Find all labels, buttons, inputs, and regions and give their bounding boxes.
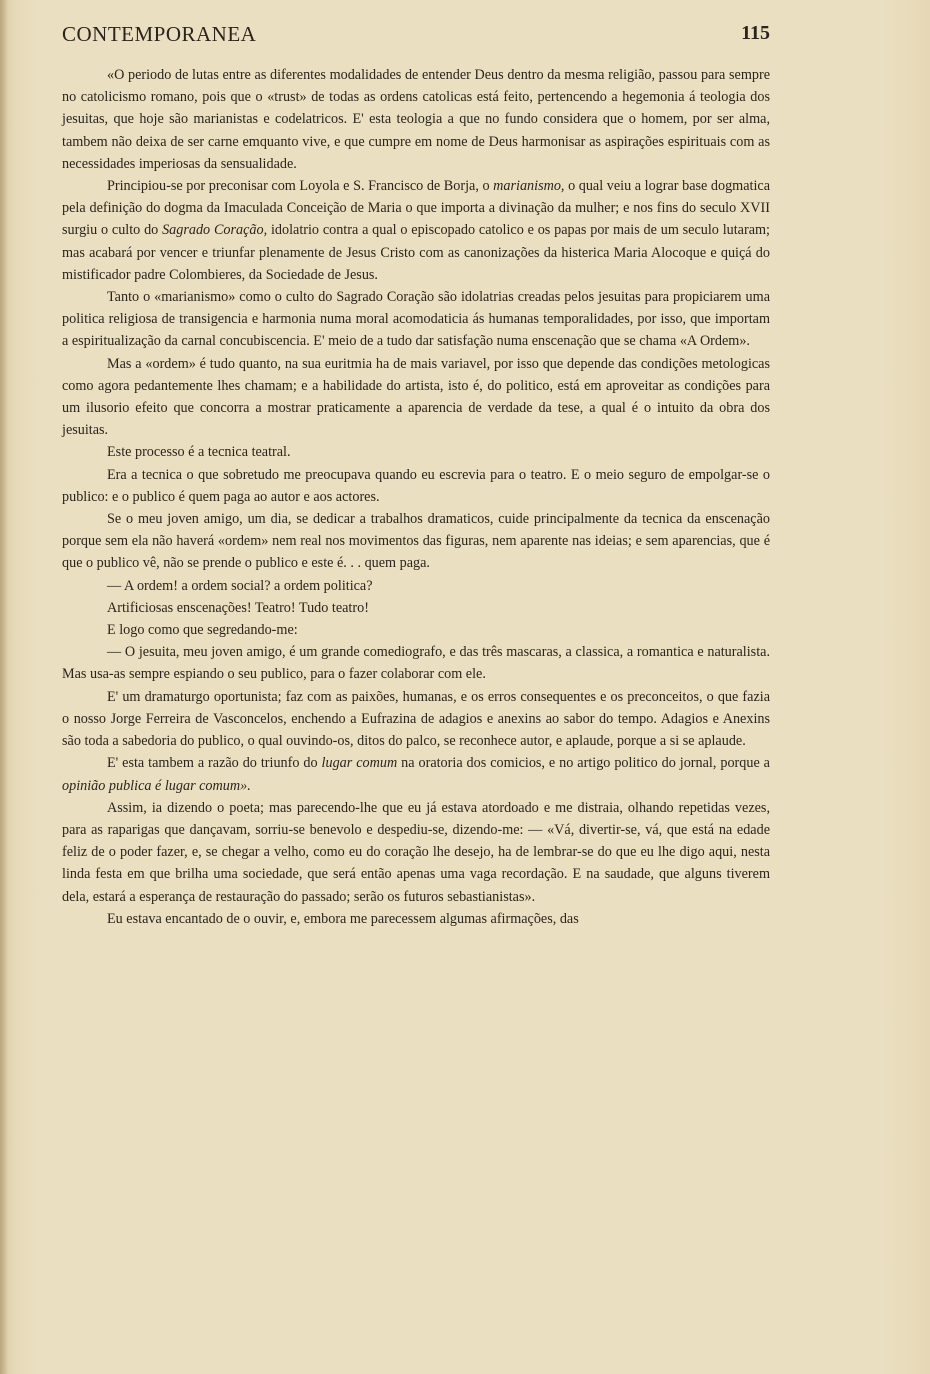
text-run: Assim, ia dizendo o poeta; mas parecendo-lhe que eu já estava atordoado e me distraia, olhando repetidas vezes, para as raparigas que dançavam, sorriu-se benevolo e despediu-se, dizendo-me: — «Vá, divertir-se, vá, que está na edade feliz de o poder fazer, e, se chegar a velho, como eu do coração lhe desejo, ha de lembrar-se do que eu lhe digo aqui, nesta linda festa em que brilha uma sociedade, que será então apenas uma vaga recordação. E na saudade, que alguns tiverem dela, estará a esperança de restauração do passado; serão os futuros sebastianistas».	[62, 799, 770, 905]
text-run: Eu estava encantado de o ouvir, e, embora me parecessem algumas afirmações, das	[107, 910, 579, 927]
text-run: E logo como que segredando-me:	[107, 622, 298, 639]
page-header	[62, 22, 770, 52]
paragraph	[62, 686, 770, 753]
text-run: Principiou-se por preconisar com Loyola e S. Francisco de Borja, o	[107, 178, 494, 195]
paragraph	[62, 908, 770, 930]
paragraph	[62, 175, 770, 286]
text-run: Se o meu joven amigo, um dia, se dedicar a trabalhos dramaticos, cuide principalmente da tecnica da enscenação porque sem ela não haverá «ordem» nem real nos movimentos das figuras, nem aparente nas ideias; e sem aparencias, que é que o publico vê, não se prende o publico e este é. . . quem paga.	[62, 511, 770, 572]
running-title: CONTEMPORANEA	[62, 22, 257, 46]
body-text	[62, 64, 770, 930]
italic-run: Sagrado Coração,	[162, 222, 268, 239]
paragraph	[62, 597, 770, 619]
text-run: Mas a «ordem» é tudo quanto, na sua euritmia ha de mais variavel, por isso que depende das condições metologicas como agora pedantemente lhes chamam; e a habilidade do artista, isto é, do politico, está em aproveitar as condições para um ilusorio efeito que concorra a mostrar praticamente a aparencia de verdade da tese, a qual é o intuito da obra dos jesuitas.	[62, 355, 770, 439]
text-run: Artificiosas enscenações! Teatro! Tudo teatro!	[107, 599, 369, 616]
paragraph	[62, 286, 770, 353]
paragraph	[62, 64, 770, 175]
text-run: E' um dramaturgo oportunista; faz com as paixões, humanas, e os erros consequentes e os preconceitos, o que fazia o nosso Jorge Ferreira de Vasconcelos, enchendo a Eufrazina de adagios e anexins ao sabor do tempo. Adagios e Anexins são toda a sabedoria do publico, o qual ouvindo-os, ditos do palco, se reconhece autor, e aplaude, porque a si se aplaude.	[62, 688, 770, 750]
paragraph	[62, 508, 770, 575]
text-run: E' esta tambem a razão do triunfo do	[107, 755, 322, 772]
paragraph	[62, 641, 770, 685]
page-number: 115	[741, 22, 770, 44]
text-run: o qual veiu a lograr base dogmatica pela definição do dogma da Imaculada Conceição de Maria o que importa a divinação da mulher; e nos fins do seculo XVII surgiu o culto do	[62, 178, 770, 239]
paragraph	[62, 752, 770, 796]
paragraph	[62, 575, 770, 597]
text-run: «O periodo de lutas entre as diferentes modalidades de entender Deus dentro da mesma religião, passou para sempre no catolicismo romano, pois que o «trust» de todas as ordens catolicas está feito, pertencendo a hegemonia á teologia dos jesuitas, que hoje são marianistas e codelatricos. E' esta teologia a que no fundo considera que o homem, por ser alma, tambem não deixa de ser carne emquanto vive, e que cumpre em nome de Deus harmonisar as aspirações espirituais com as necessidades imperiosas da sensualidade.	[62, 67, 770, 172]
text-run: — A ordem! a ordem social? a ordem politica?	[107, 577, 373, 594]
text-run: Era a tecnica o que sobretudo me preocupava quando eu escrevia para o teatro. E o meio seguro de empolgar-se o publico: e o publico é quem paga ao autor e aos actores.	[62, 466, 770, 505]
italic-run: opinião publica é lugar comum».	[62, 777, 251, 794]
italic-run: lugar comum	[321, 755, 398, 772]
paragraph	[62, 619, 770, 641]
text-run: Este processo é a tecnica teatral.	[107, 444, 291, 461]
paragraph	[62, 353, 770, 442]
text-run: idolatrio contra a qual o episcopado catolico e os papas por mais de um seculo lutaram; mas acabará por vencer e triunfar plenamente de Jesus Cristo com as canonizações da histerica Maria Alocoque e quiçá do mistificador padre Colombieres, da Sociedade de Jesus.	[62, 222, 770, 283]
paragraph	[62, 797, 770, 908]
paragraph	[62, 441, 770, 463]
italic-run: marianismo,	[493, 178, 565, 195]
paragraph	[62, 464, 770, 508]
binding-shadow	[0, 0, 8, 1374]
text-run: — O jesuita, meu joven amigo, é um grande comediografo, e das três mascaras, a classica, a romantica e naturalista. Mas usa-as sempre espiando o seu publico, para o fazer colaborar com ele.	[62, 644, 770, 683]
text-run: Tanto o «marianismo» como o culto do Sagrado Coração são idolatrias creadas pelos jesuitas para propiciarem uma politica religiosa de transigencia e harmonia numa moral acomodaticia ás humanas temporalidades, por isso, que importam a espiritualização da carnal concubiscencia. E' meio de a tudo dar satisfação numa enscenação que se chama «A Ordem».	[62, 289, 770, 350]
text-run: na oratoria dos comicios, e no artigo politico do jornal, porque a	[397, 755, 770, 772]
